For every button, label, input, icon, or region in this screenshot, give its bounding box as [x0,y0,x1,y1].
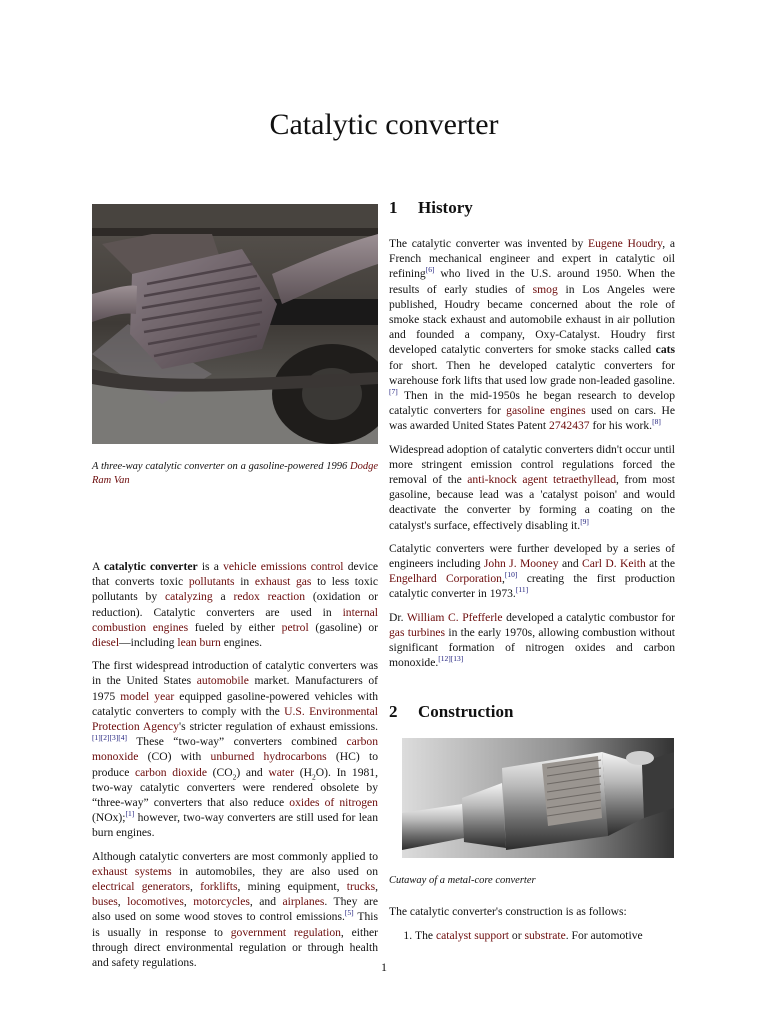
wiki-link[interactable]: 2742437 [549,419,590,433]
wiki-link[interactable]: Carl D. Keith [582,557,646,571]
section-title: History [418,198,473,217]
wiki-link[interactable]: gasoline engines [506,404,586,418]
history-paragraph-3: Catalytic converters were further developed by a series of engineers including John J. Mooney and Carl D. Keith at the Engelhard Corporation,[10] creating the first production catalytic converter in 1973.[11] [389,541,676,601]
section-heading-construction [389,702,675,722]
wiki-link[interactable]: petrol [281,620,309,634]
wiki-link[interactable]: airplanes [282,895,325,909]
wiki-link[interactable]: buses [92,895,118,909]
wiki-link[interactable]: William C. Pfefferle [406,610,503,624]
caption-text: A three-way catalytic converter on a gasoline-powered 1996 [92,461,348,472]
wiki-link[interactable]: Eugene Houdry [588,237,663,250]
history-paragraph-1: The catalytic converter was invented by Eugene Houdry, a French mechanical engineer and expert in catalytic oil refining[6] who lived in the U.S. around 1950. When the results of early studies of smog in Los Angeles were published, Houdry became concerned about the role of smoke stack exhaust and automobile exhaust in air pollution and founded a company, Oxy-Catalyst. Houdry first developed catalytic converters for smoke stacks called cats for short. Then he developed catalytic converters for warehouse fork lifts that used low grade non-leaded gasoline.[7] Then in the mid-1950s he began research to develop catalytic converters for gasoline engines used on cars. He was awarded United States Patent 2742437 for his work.[8] [389,237,675,433]
citation-ref[interactable]: [7] [389,387,398,397]
citation-ref[interactable]: [11] [515,585,529,595]
wiki-link[interactable]: substrate [524,928,566,942]
wiki-link[interactable]: pollutants [188,575,235,589]
catalytic-converter-photo [92,204,378,444]
wiki-link[interactable]: smog [532,282,558,296]
wiki-link[interactable]: diesel [92,636,120,650]
citation-ref[interactable]: [12][13] [438,654,464,664]
metal-core-converter-photo [395,738,681,858]
wiki-link[interactable]: unburned hydrocarbons [210,750,327,764]
wiki-link[interactable]: automobile [196,674,249,688]
wiki-link[interactable]: internal combustion engines [92,605,378,634]
section-heading-history [389,198,675,218]
right-column [389,198,675,943]
wiki-link[interactable]: anti-knock agent tetraethyllead [467,473,617,487]
wiki-link[interactable]: carbon monoxide [92,735,378,764]
wiki-link[interactable]: gas turbines [389,625,446,639]
wiki-link[interactable]: catalyst support [435,928,510,942]
wiki-link[interactable]: exhaust gas [254,575,312,589]
citation-ref[interactable]: [10] [504,570,518,580]
intro-paragraph-3: Although catalytic converters are most commonly applied to exhaust systems in automobiles, they are also used on electrical generators, forklifts, mining equipment, trucks, buses, locomotives, motorcycles, and airplanes. They are also used on some wood stoves to control emissions.[5] This is usually in response to government regulation, either through direct environmental regulation or through health and safety regulations. [92,849,379,970]
citation-ref[interactable]: [5] [344,908,354,918]
page-title: Catalytic converter [269,108,499,141]
figure-caption-construction: Cutaway of a metal-core converter [389,875,536,887]
left-column [92,204,378,978]
construction-list [389,928,675,943]
wiki-link[interactable]: water [268,765,295,779]
caption-link[interactable]: Dodge Ram Van [92,461,378,486]
subscript: 2 [312,771,316,781]
wiki-link[interactable]: forklifts [200,880,238,894]
history-paragraph-2: Widespread adoption of catalytic converters didn't occur until more stringent emission control regulations forced the removal of the anti-knock agent tetraethyllead, from most gasoline, because lead was a 'catalyst poison' and would deactivate the converter by forming a coating on the catalyst's surface, effectively disabling it.[9] [389,442,675,532]
wiki-link[interactable]: vehicle emissions control [223,560,344,573]
wiki-link[interactable]: exhaust systems [92,864,172,878]
wiki-link[interactable]: model year [120,689,175,703]
wiki-link[interactable]: trucks [346,880,376,894]
wiki-link[interactable]: motorcycles [193,895,250,909]
section-number: 2 [389,702,398,722]
history-paragraph-4: Dr. William C. Pfefferle developed a catalytic combustor for gas turbines in the early 1970s, allowing combustion without significant formation of nitrogen oxides and carbon monoxide.[12][13] [389,610,675,670]
wiki-link[interactable]: oxides of nitrogen [289,796,378,810]
citation-ref[interactable]: [1] [125,809,135,819]
wiki-link[interactable]: carbon dioxide [135,765,208,779]
bold-term: cats [655,343,675,357]
intro-paragraph-1: A catalytic converter is a vehicle emissions control device that converts toxic pollutants in exhaust gas to less toxic pollutants by catalyzing a redox reaction (oxidation or reduction). Catalytic converters are used in internal combustion engines fueled by either petrol (gasoline) or diesel—including lean burn engines. [92,560,379,650]
section-title: Construction [418,702,514,722]
citation-ref[interactable]: [9] [580,516,589,526]
wiki-link[interactable]: U.S. Environmental Protection Agency [92,704,378,734]
citation-ref[interactable]: [6] [425,265,435,275]
wiki-link[interactable]: electrical generators [92,880,190,894]
wiki-link[interactable]: redox reaction [233,590,306,604]
citation-ref[interactable]: [1][2][3][4] [92,733,127,743]
wiki-link[interactable]: government regulation [230,925,341,939]
wiki-link[interactable]: locomotives [127,895,184,909]
citation-ref[interactable]: [8] [652,417,661,427]
intro-paragraph-2: The first widespread introduction of catalytic converters was in the United States automobile market. Manufacturers of 1975 model year equipped gasoline-powered vehicles with catalytic converters to comply with the U.S. Environmental Protection Agency's stricter regulation of exhaust emissions.[1][2][3][4] These “two-way” converters combined carbon monoxide (CO) with unburned hydrocarbons (HC) to produce carbon dioxide $(CO_2)$ and water $(H_2O)$. In 1981, two-way catalytic converters were rendered obsolete by “three-way” converters that also reduce oxides of nitrogen (NOx);[1] however, two-way converters are still used for lean burn engines. [92,659,379,840]
section-number: 1 [389,198,398,217]
wiki-link[interactable]: Engelhard Corporation [389,572,502,586]
figure-caption [92,460,378,488]
wiki-link[interactable]: catalyzing [165,590,213,604]
construction-intro: The catalytic converter's construction is as follows: [389,905,627,919]
wiki-link[interactable]: lean burn [177,636,221,650]
bold-term: catalytic converter [103,560,198,573]
subscript: 2 [232,771,237,781]
list-item: 1. The catalyst support or substrate. For automotive [415,928,675,943]
wiki-link[interactable]: John J. Mooney [483,557,559,571]
page-number: 1 [381,960,387,974]
